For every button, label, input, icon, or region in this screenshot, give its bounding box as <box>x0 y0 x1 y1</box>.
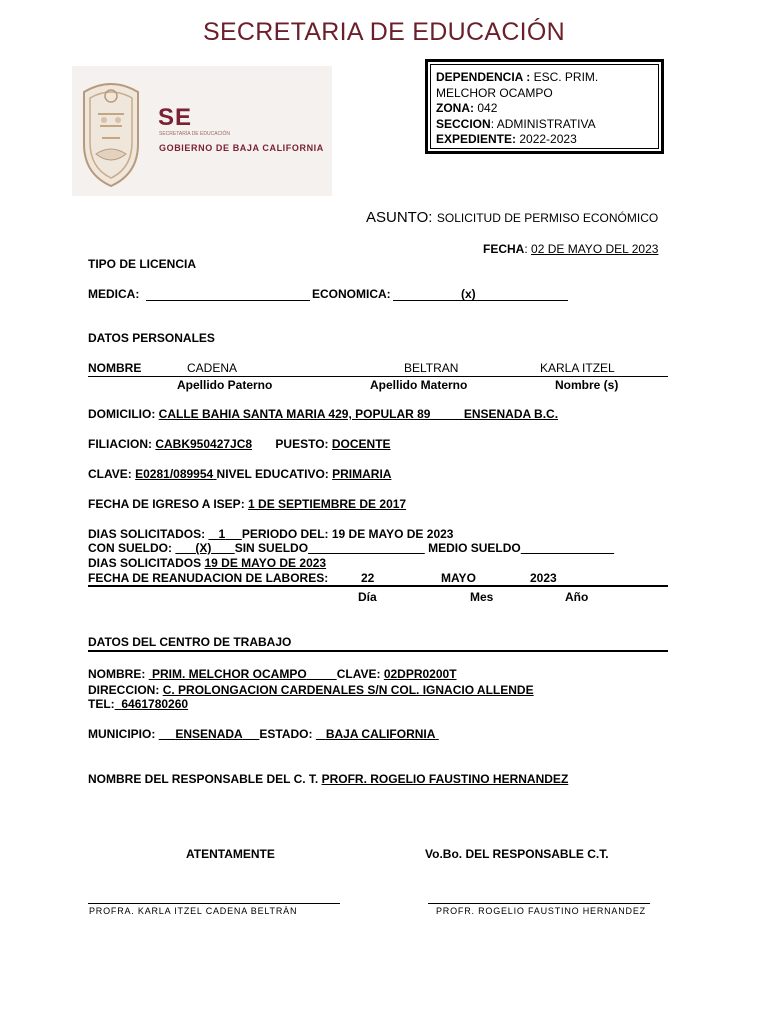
centro-nombre <box>88 667 457 681</box>
page-title: SECRETARIA DE EDUCACIÓN <box>202 18 566 46</box>
estado-value: BAJA CALIFORNIA <box>325 727 436 741</box>
centro-clave-label: CLAVE: <box>336 667 381 681</box>
puesto-label: PUESTO: <box>275 437 329 451</box>
con-sueldo-value: (X) <box>195 541 212 555</box>
domicilio-value: CALLE BAHIA SANTA MARIA 429, POPULAR 89 <box>158 407 431 421</box>
nivel-value: PRIMARIA <box>332 467 392 481</box>
expediente-value: 2022-2023 <box>519 132 577 146</box>
tipo-licencia-heading: TIPO DE LICENCIA <box>88 257 197 271</box>
asunto <box>366 209 658 227</box>
apellido-paterno: CADENA <box>187 361 238 375</box>
medio-sueldo-label: MEDIO SUELDO <box>428 541 521 555</box>
medica-label: MEDICA: <box>88 287 140 301</box>
anio-value: 2023 <box>530 571 557 585</box>
zona-label: ZONA: <box>436 101 474 115</box>
economica-label: ECONOMICA: <box>312 287 391 301</box>
dependency-box <box>425 59 664 154</box>
dias2-label: DIAS SOLICITADOS <box>88 556 202 570</box>
responsable-row <box>88 772 568 786</box>
dias-label: DIAS SOLICITADOS: <box>88 527 206 541</box>
direccion-value: C. PROLONGACION CARDENALES S/N COL. IGNACIO ALLENDE <box>162 683 534 697</box>
nombres: KARLA ITZEL <box>540 361 615 375</box>
logo-brand: SE <box>158 104 193 131</box>
sueldo-row <box>88 541 614 555</box>
caption-nombres: Nombre (s) <box>555 378 619 392</box>
centro-nombre-value: PRIM. MELCHOR OCAMPO <box>152 667 307 681</box>
firma-1: PROFRA. KARLA ITZEL CADENA BELTRÀN <box>89 906 298 916</box>
firma-2: PROFR. ROGELIO FAUSTINO HERNANDEZ <box>436 906 646 916</box>
puesto-value: DOCENTE <box>331 437 391 451</box>
tel-label: TEL: <box>88 697 115 711</box>
seccion-value: : ADMINISTRATIVA <box>490 116 596 131</box>
seccion-label: SECCION <box>436 116 491 131</box>
atentamente: ATENTAMENTE <box>186 847 275 861</box>
coat-of-arms-icon <box>76 74 146 190</box>
fecha-value: 02 DE MAYO DEL 2023 <box>531 242 659 256</box>
dias-solicitados-2 <box>88 556 326 570</box>
responsable-value: PROFR. ROGELIO FAUSTINO HERNANDEZ <box>321 772 569 786</box>
dependencia-value-2: MELCHOR OCAMPO <box>436 85 553 100</box>
asunto-label: ASUNTO: <box>366 209 433 226</box>
nombre-label: NOMBRE <box>88 361 142 375</box>
filiacion-label: FILIACION: <box>88 437 152 451</box>
caption-anio: Año <box>565 590 589 604</box>
clave-value: E0281/089954 <box>135 467 214 481</box>
dependencia-value-1: ESC. PRIM. <box>533 70 599 84</box>
clave <box>88 467 391 481</box>
caption-mes: Mes <box>470 590 494 604</box>
filiacion-value: CABK950427JC8 <box>155 437 253 451</box>
dias2-value: 19 DE MAYO DE 2023 <box>204 556 327 570</box>
asunto-value: SOLICITUD DE PERMISO ECONÓMICO <box>436 211 659 225</box>
reanudacion-label: FECHA DE REANUDACION DE LABORES: <box>88 571 329 585</box>
datos-personales-heading: DATOS PERSONALES <box>88 331 215 345</box>
con-sueldo-label: CON SUELDO: <box>88 541 172 555</box>
ingreso-label: FECHA DE IGRESO A ISEP: <box>88 497 245 511</box>
zona-value: 042 <box>477 101 498 115</box>
dependencia-label: DEPENDENCIA : <box>436 70 531 84</box>
economica-mark: (x) <box>461 287 476 301</box>
expediente-label: EXPEDIENTE: <box>436 132 517 146</box>
domicilio-label: DOMICILIO: <box>88 407 156 421</box>
dia-value: 22 <box>361 571 375 585</box>
apellido-materno: BELTRAN <box>404 361 459 375</box>
caption-materno: Apellido Materno <box>370 378 468 392</box>
centro-clave-value: 02DPR0200T <box>383 667 457 681</box>
fecha: FECHA: 02 DE MAYO DEL 2023 <box>483 242 659 256</box>
clave-label: CLAVE: <box>88 467 132 481</box>
ingreso <box>88 497 406 511</box>
periodo-label: PERIODO DEL: 19 DE MAYO DE 2023 <box>241 527 454 541</box>
ingreso-value: 1 DE SEPTIEMBRE DE 2017 <box>248 497 407 511</box>
municipio-row <box>88 727 439 741</box>
nivel-label: NIVEL EDUCATIVO: <box>216 467 329 481</box>
mes-value: MAYO <box>441 571 476 585</box>
sin-sueldo-label: SIN SUELDO <box>234 541 309 555</box>
logo-government: GOBIERNO DE BAJA CALIFORNIA <box>159 143 324 153</box>
centro-heading: DATOS DEL CENTRO DE TRABAJO <box>88 635 292 649</box>
vobo: Vo.Bo. DEL RESPONSABLE C.T. <box>425 847 609 861</box>
centro-tel <box>88 697 188 711</box>
filiacion <box>88 437 391 451</box>
municipio-label: MUNICIPIO: <box>88 727 156 741</box>
centro-direccion <box>88 683 534 697</box>
caption-dia: Día <box>358 590 377 604</box>
direccion-label: DIRECCION: <box>88 683 160 697</box>
logo <box>72 66 332 196</box>
tel-value: 6461780260 <box>121 697 189 711</box>
fecha-label: FECHA <box>483 242 525 256</box>
responsable-label: NOMBRE DEL RESPONSABLE DEL C. T. <box>88 772 319 786</box>
estado-label: ESTADO: <box>259 727 313 741</box>
domicilio <box>88 407 558 421</box>
centro-nombre-label: NOMBRE: <box>88 667 146 681</box>
dias-solicitados <box>88 527 453 541</box>
logo-subtitle: SECRETARÍA DE EDUCACIÓN <box>159 131 231 137</box>
caption-paterno: Apellido Paterno <box>177 378 273 392</box>
domicilio-city: ENSENADA B.C. <box>463 407 559 421</box>
municipio-value: ENSENADA <box>175 727 243 741</box>
dias-value: 1 <box>218 527 226 541</box>
